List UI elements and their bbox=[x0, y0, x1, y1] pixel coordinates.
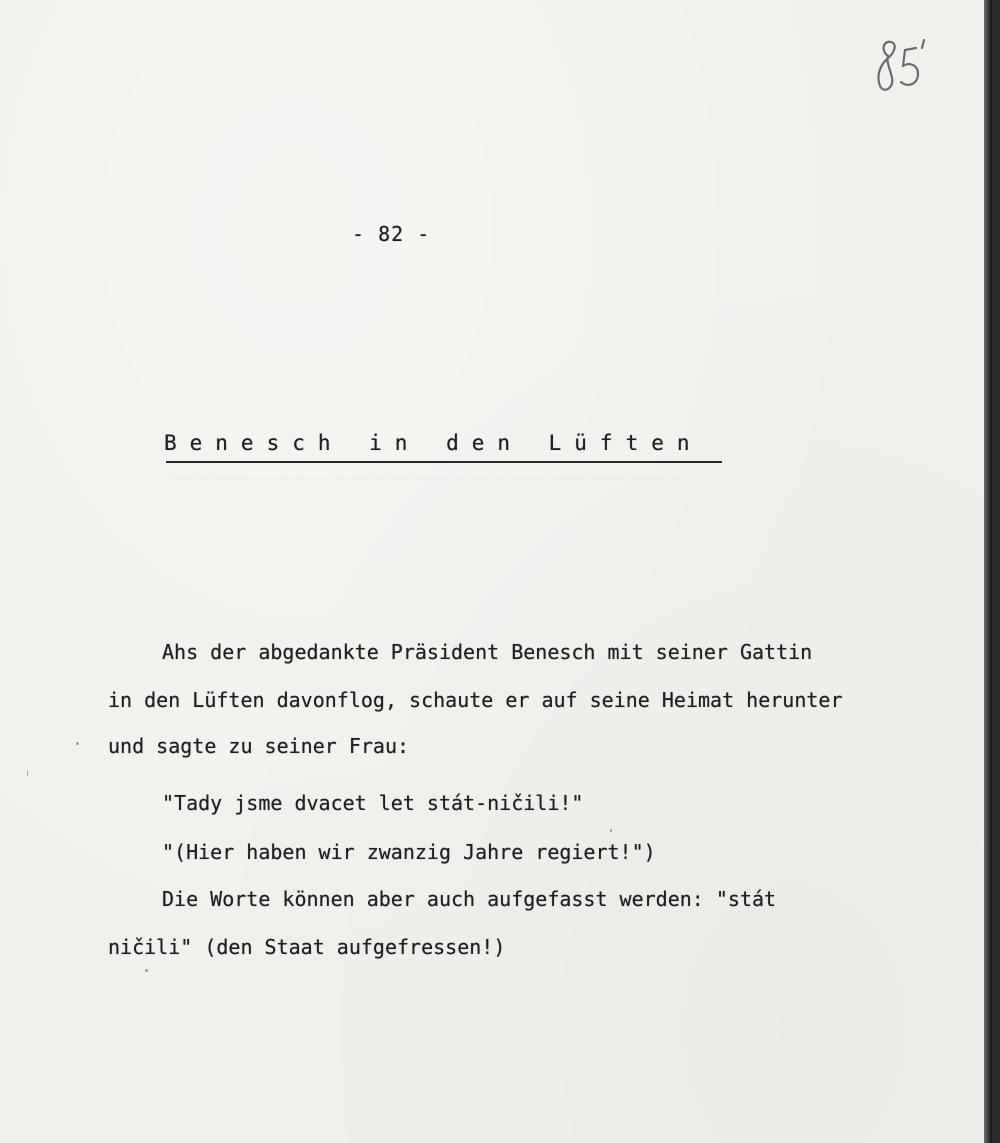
body-line: Ahs der abgedankte Präsident Benesch mit seiner Gattin bbox=[162, 640, 813, 664]
body-line: in den Lüften davonflog, schaute er auf seine Heimat herunter bbox=[108, 688, 843, 712]
page-number: - 82 - bbox=[352, 222, 431, 246]
ink-speck bbox=[27, 770, 28, 776]
ink-speck bbox=[610, 829, 612, 832]
title-underline bbox=[166, 461, 722, 463]
page-edge-shadow bbox=[984, 0, 992, 1143]
body-line: "(Hier haben wir zwanzig Jahre regiert!") bbox=[162, 840, 656, 864]
body-line: ničili" (den Staat aufgefressen!) bbox=[108, 935, 506, 959]
ink-speck bbox=[145, 969, 148, 972]
faint-rule bbox=[170, 478, 690, 479]
body-line: und sagte zu seiner Frau: bbox=[108, 734, 410, 758]
body-line: "Tady jsme dvacet let stát-ničili!" bbox=[162, 791, 584, 815]
handwritten-page-number bbox=[872, 36, 932, 98]
ink-speck bbox=[76, 742, 79, 745]
document-title: Benesch in den Lüften bbox=[164, 431, 703, 455]
body-line: Die Worte können aber auch aufgefasst werden: "stát bbox=[162, 887, 777, 911]
